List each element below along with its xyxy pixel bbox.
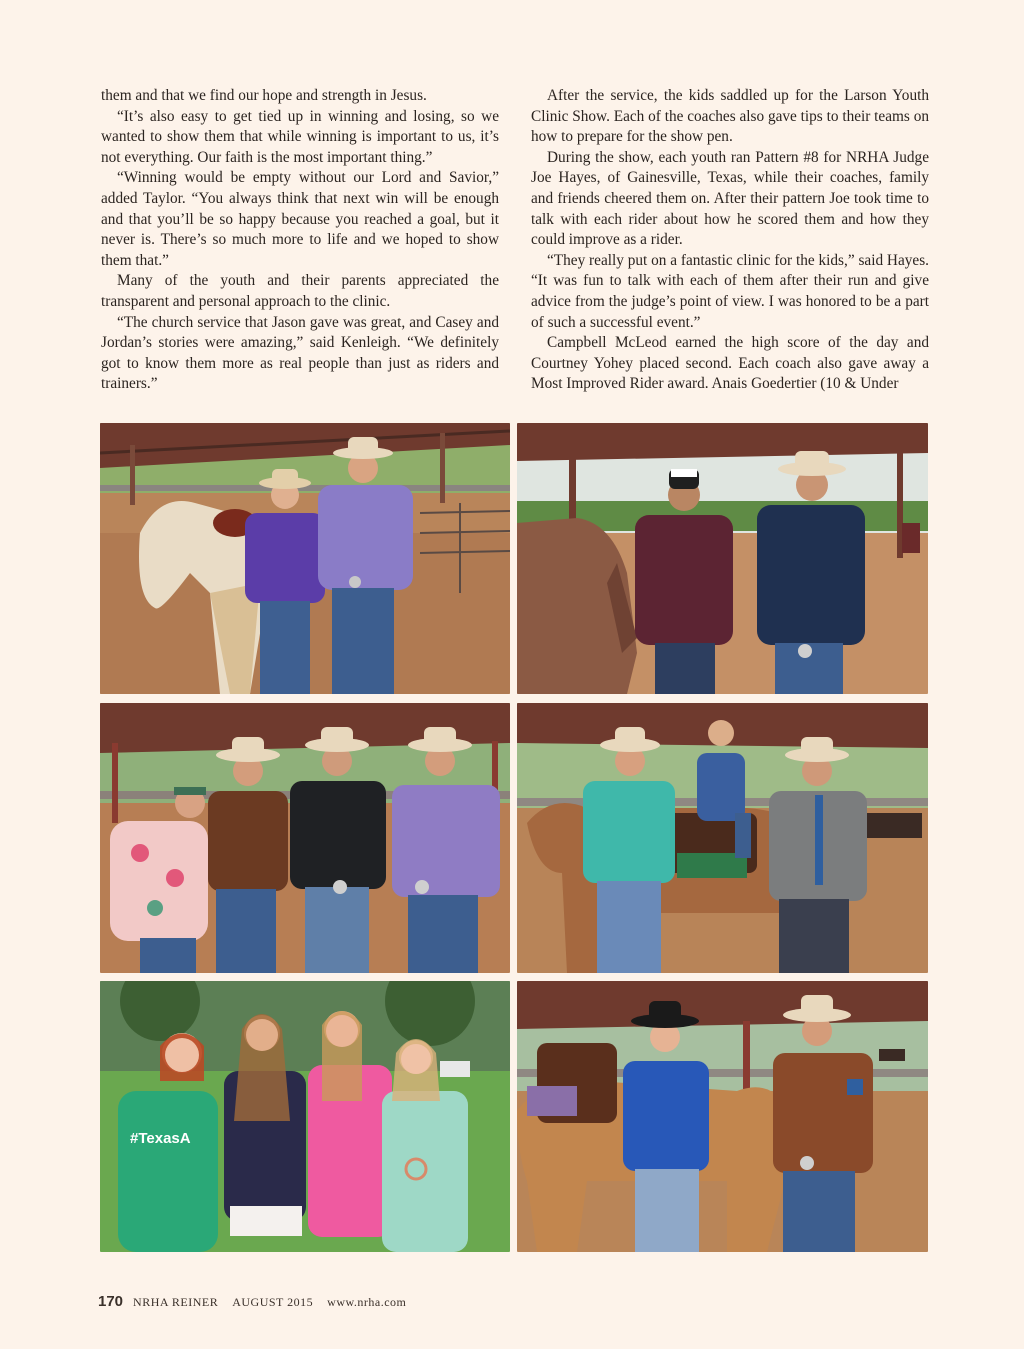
photo-youth-with-coach-and-paint-horse <box>100 423 510 694</box>
photo-boy-on-horse-with-coaches <box>517 703 928 973</box>
paragraph: Campbell McLeod earned the high score of the day and Courtney Yohey placed second. Each coach also gave away a Most Improved Rider award. Anais Goedertier (10 & Under <box>531 334 929 393</box>
paragraph: “They really put on a fantastic clinic for the kids,” said Hayes. “It was fun to talk with each of them after their run and give advice from the judge’s point of view. I was honored to be a part of such a successful event.” <box>531 251 929 331</box>
shirt-text: #TexasA <box>130 1130 191 1147</box>
paragraph: Many of the youth and their parents appreciated the transparent and personal approach to the clinic. <box>101 272 499 310</box>
article-right-column <box>531 86 929 395</box>
paragraph: “The church service that Jason gave was great, and Casey and Jordan’s stories were amazing,” said Kenleigh. “We definitely got to know them more as real people than just as riders and trainers.” <box>101 313 499 393</box>
photo-rider-and-coach-with-horse <box>517 423 928 694</box>
article-left-column <box>101 86 499 395</box>
paragraph: “Winning would be empty without our Lord and Savior,” added Taylor. “You always think that next win will be enough and that you’ll be so happy because you reached a goal, but it never is. There’s so much more to life and we hoped to show them that.” <box>101 169 499 269</box>
photo-rider-and-coach-with-saddled-horse <box>517 981 928 1252</box>
publication-name: NRHA REINER <box>133 1295 219 1309</box>
paragraph: After the service, the kids saddled up for the Larson Youth Clinic Show. Each of the coaches also gave tips to their teams on how to prepare for the show pen. <box>531 87 929 146</box>
website-url: www.nrha.com <box>327 1295 407 1309</box>
paragraph: During the show, each youth ran Pattern #8 for NRHA Judge Joe Hayes, of Gainesville, Texas, while their coaches, family and friends cheered them on. After their pattern Joe took time to talk with each rider about how he scored them and how they could improve as a rider. <box>531 148 929 249</box>
page-number: 170 <box>98 1293 124 1310</box>
paragraph: “It’s also easy to get tied up in winning and losing, so we wanted to show them that while winning is important to us, it’s not everything. Our faith is the most important thing.” <box>101 107 499 166</box>
photo-coaches-group <box>100 703 510 973</box>
page-footer <box>98 1293 406 1310</box>
photo-girls-outdoors <box>100 981 510 1252</box>
issue-date: AUGUST 2015 <box>232 1295 314 1309</box>
paragraph: them and that we find our hope and strength in Jesus. <box>101 87 427 104</box>
